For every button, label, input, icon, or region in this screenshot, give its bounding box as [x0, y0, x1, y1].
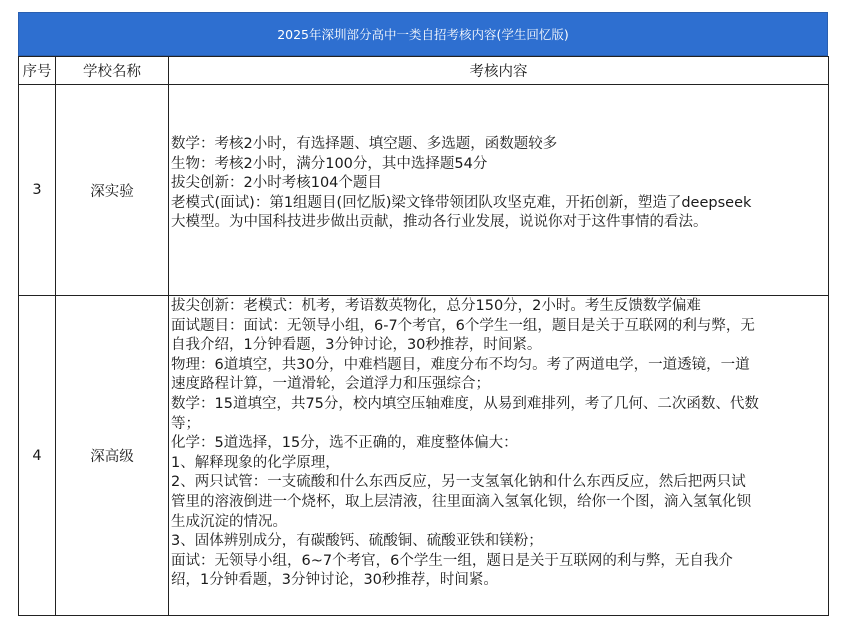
content-line: 速度路程计算，一道滑轮，会道浮力和压强综合；: [171, 376, 490, 393]
content-table: [18, 56, 829, 616]
header-row: [19, 57, 829, 85]
table-title: 2025年深圳部分高中一类自招考核内容(学生回忆版): [18, 12, 828, 56]
header-content: 考核内容: [169, 57, 829, 85]
content-line: 生成沉淀的情况。: [171, 513, 287, 530]
table-row: [19, 296, 829, 616]
content-line: 自我介绍，1分钟看题，3分钟讨论，30秒推荐，时间紧。: [171, 337, 542, 354]
content-line: 3、固体辨别成分，有碳酸钙、硫酸铜、硫酸亚铁和镁粉；: [171, 533, 543, 550]
table-row: [19, 85, 829, 296]
row-index: 4: [19, 296, 56, 616]
content-line: 绍，1分钟看题，3分钟讨论，30秒推荐，时间紧。: [171, 572, 498, 589]
content-line: 1、解释现象的化学原理，: [171, 454, 340, 471]
content-line: 数学：15道填空，共75分，校内填空压轴难度，从易到难排列，考了几何、二次函数、代数: [171, 395, 759, 412]
school-name: 深实验: [56, 85, 169, 296]
content-line: 数学：考核2小时，有选择题、填空题、多选题，函数题较多: [171, 136, 558, 152]
content-line: 老模式(面试)：第1组题目(回忆版)梁文锋带领团队攻坚克难，开拓创新，塑造了deepseek: [171, 194, 752, 211]
content-line: 2、两只试管：一支硫酸和什么东西反应，另一支氢氧化钠和什么东西反应，然后把两只试: [171, 474, 746, 491]
content-line: 生物：考核2小时，满分100分，其中选择题54分: [171, 155, 488, 172]
content-line: 面试：无领导小组，6~7个考官，6个学生一组，题日是关于互联网的利与弊，无自我介: [171, 552, 733, 569]
content-line: 大模型。为中国科技进步做出贡献，推动各行业发展，说说你对于这件事情的看法。: [171, 214, 708, 231]
exam-content: [169, 296, 829, 616]
exam-content: [169, 85, 829, 296]
content-line: 物理：6道填空，共30分，中难档题目，难度分布不均匀。考了两道电学，一道透镜，一道: [171, 356, 750, 373]
content-line: 拔尖创新：老模式：机考，考语数英物化，总分150分，2小时。考生反馈数学偏难: [171, 298, 701, 314]
content-line: 拔尖创新：2小时考核104个题目: [171, 175, 382, 192]
row-index: 3: [19, 85, 56, 296]
school-name: 深高级: [56, 296, 169, 616]
content-line: 面试题目：面试：无领导小组，6-7个考官，6个学生一组，题目是关于互联网的利与弊，无: [171, 317, 755, 334]
header-index: 序号: [19, 57, 56, 85]
header-school: 学校名称: [56, 57, 169, 85]
content-line: 管里的溶液倒进一个烧杯，取上层清液，往里面滴入氢氧化钡，给你一个图，滴入氢氧化钡: [171, 493, 751, 510]
content-line: 化学：5道选择，15分，选不正确的，难度整体偏大：: [171, 435, 518, 452]
content-line: 等；: [171, 415, 200, 432]
